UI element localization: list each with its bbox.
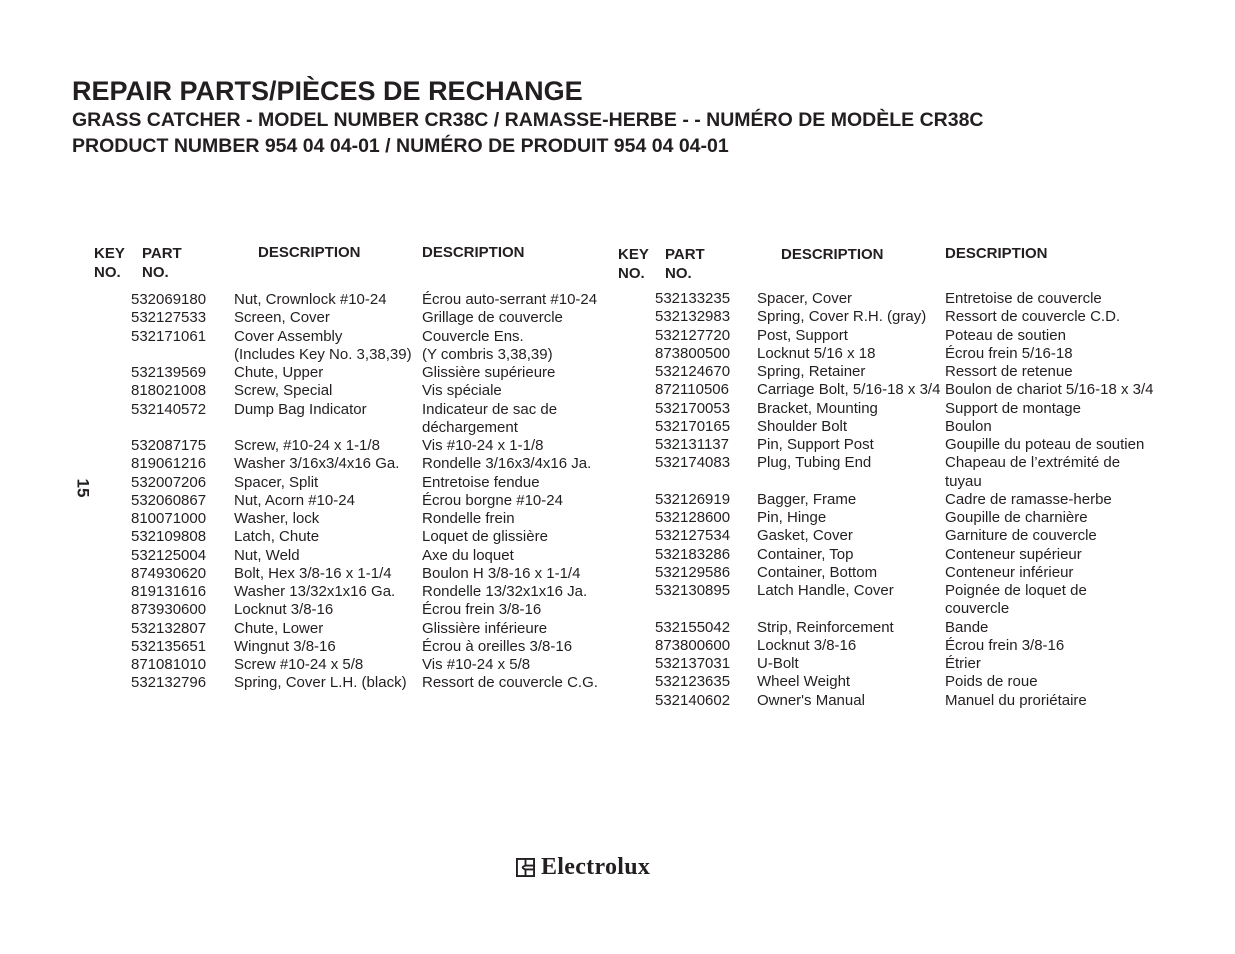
part-number: 873930600 — [131, 601, 207, 619]
description-english: Bolt, Hex 3/8-16 x 1-1/4 — [234, 564, 392, 582]
description-en-header: DESCRIPTION — [258, 244, 361, 261]
part-number: 532127534 — [655, 527, 731, 545]
description-english: Dump Bag Indicator — [234, 400, 367, 418]
part-number: 532126919 — [655, 490, 731, 508]
description-english: Bracket, Mounting — [757, 399, 878, 417]
description-french: Rondelle 13/32x1x16 Ja. — [422, 583, 588, 600]
description-english: Pin, Hinge — [757, 509, 827, 526]
description-french: Vis #10-24 x 5/8 — [422, 656, 531, 673]
description-english: U-Bolt — [757, 655, 799, 672]
part-number: 532183286 — [655, 545, 731, 563]
description-french: Boulon H 3/8-16 x 1-1/4 — [422, 564, 581, 582]
part-number: 532130895 — [655, 582, 731, 599]
description-english: Nut, Weld — [234, 546, 300, 564]
page-title: REPAIR PARTS/PIÈCES DE RECHANGE — [72, 76, 583, 106]
part-number: 532171061 — [131, 327, 207, 345]
description-french: tuyau — [945, 472, 982, 490]
description-french: Conteneur inférieur — [945, 563, 1074, 581]
description-fr-header: DESCRIPTION — [422, 244, 525, 261]
part-number: 532128600 — [655, 509, 731, 526]
description-french: Glissière supérieure — [422, 364, 556, 381]
brand-name: Electrolux — [541, 854, 651, 880]
description-english: Cover Assembly — [234, 327, 343, 345]
description-en-header: DESCRIPTION — [781, 246, 884, 263]
part-number: 810071000 — [131, 510, 207, 527]
part-header-line2: NO. — [665, 265, 692, 282]
description-english: Locknut 3/8-16 — [757, 636, 857, 654]
description-french: Rondelle 3/16x3/4x16 Ja. — [422, 455, 592, 473]
description-english: Plug, Tubing End — [757, 454, 872, 472]
part-number: 532129586 — [655, 563, 731, 581]
part-number: 532007206 — [131, 473, 207, 491]
page-number: 15 — [73, 478, 93, 498]
part-number: 532131137 — [655, 436, 729, 453]
part-number: 532127720 — [655, 326, 731, 344]
description-english: Wheel Weight — [757, 673, 851, 691]
description-french: Ressort de couvercle C.G. — [422, 674, 598, 692]
description-french: Rondelle frein — [422, 510, 515, 527]
description-english: Chute, Upper — [234, 364, 324, 381]
part-number: 532109808 — [131, 528, 207, 546]
key-header-line2: NO. — [94, 264, 121, 281]
part-no-header — [142, 244, 182, 282]
electrolux-logo-icon — [516, 858, 535, 877]
part-number: 532124670 — [655, 363, 731, 380]
description-english: Screen, Cover — [234, 309, 330, 327]
part-header-line1: PART — [142, 245, 182, 262]
description-english: Chute, Lower — [234, 619, 324, 637]
description-english: Pin, Support Post — [757, 436, 874, 453]
part-number: 532069180 — [131, 291, 207, 308]
part-no-header — [665, 245, 705, 283]
key-header-line1: KEY — [618, 246, 649, 263]
description-english: Container, Top — [757, 545, 854, 563]
description-english: Nut, Acorn #10-24 — [234, 491, 355, 509]
description-french: Grillage de couvercle — [422, 309, 563, 327]
description-french: Garniture de couvercle — [945, 527, 1097, 545]
part-number: 532125004 — [131, 546, 207, 564]
description-french: Entretoise de couvercle — [945, 290, 1102, 307]
description-french: Ressort de retenue — [945, 363, 1073, 380]
description-french: Poignée de loquet de — [945, 582, 1087, 599]
description-french: Boulon de chariot 5/16-18 x 3/4 — [945, 381, 1154, 399]
description-french: Vis spéciale — [422, 382, 502, 400]
part-number: 532133235 — [655, 290, 731, 307]
description-french: Support de montage — [945, 399, 1081, 417]
part-number: 532060867 — [131, 491, 207, 509]
part-header-line1: PART — [665, 246, 705, 263]
part-number: 532132807 — [131, 619, 207, 637]
description-french: Vis #10-24 x 1-1/8 — [422, 437, 544, 454]
description-english: Locknut 3/8-16 — [234, 601, 334, 619]
description-french: (Y combris 3,38,39) — [422, 345, 553, 363]
description-english: Locknut 5/16 x 18 — [757, 344, 876, 362]
part-number: 532087175 — [131, 437, 207, 454]
part-number: 532139569 — [131, 364, 207, 381]
description-french: déchargement — [422, 418, 518, 436]
part-number: 532170053 — [655, 399, 731, 417]
description-english: Screw, Special — [234, 382, 333, 400]
part-number: 532155042 — [655, 618, 731, 636]
part-header-line2: NO. — [142, 264, 169, 281]
part-number: 872110506 — [655, 381, 729, 399]
description-french: Poids de roue — [945, 673, 1038, 691]
part-number: 532123635 — [655, 673, 731, 691]
key-header-line2: NO. — [618, 265, 645, 282]
description-english: Spring, Cover L.H. (black) — [234, 674, 407, 692]
part-number: 874930620 — [131, 564, 207, 582]
description-english: Container, Bottom — [757, 563, 878, 581]
description-french: Goupille du poteau de soutien — [945, 436, 1145, 453]
description-english: Owner's Manual — [757, 691, 865, 709]
description-french: Loquet de glissière — [422, 528, 548, 546]
description-english: Strip, Reinforcement — [757, 618, 894, 636]
description-english: Washer 13/32x1x16 Ga. — [234, 583, 396, 600]
description-english: Bagger, Frame — [757, 490, 857, 508]
part-number: 532170165 — [655, 417, 731, 435]
key-no-header — [618, 245, 649, 283]
description-english: Carriage Bolt, 5/16-18 x 3/4 — [757, 381, 941, 399]
description-english: Gasket, Cover — [757, 527, 853, 545]
part-number: 532174083 — [655, 454, 731, 472]
description-french: Écrou à oreilles 3/8-16 — [422, 637, 573, 655]
model-subtitle: GRASS CATCHER - MODEL NUMBER CR38C / RAMASSE-HERBE - - NUMÉRO DE MODÈLE CR38C — [72, 109, 984, 131]
part-number: 532132796 — [131, 674, 207, 692]
description-french: Étrier — [945, 655, 981, 672]
description-french: Cadre de ramasse-herbe — [945, 490, 1112, 508]
description-english: Screw, #10-24 x 1-1/8 — [234, 437, 380, 454]
description-english: Shoulder Bolt — [757, 417, 848, 435]
part-number: 532127533 — [131, 309, 207, 327]
description-english: Wingnut 3/8-16 — [234, 637, 336, 655]
description-english: Washer 3/16x3/4x16 Ga. — [234, 455, 400, 473]
description-french: Poteau de soutien — [945, 326, 1066, 344]
description-english: Washer, lock — [234, 510, 320, 527]
part-number: 873800500 — [655, 344, 731, 362]
description-french: Conteneur supérieur — [945, 545, 1082, 563]
description-french: Écrou auto-serrant #10-24 — [422, 291, 598, 308]
key-header-line1: KEY — [94, 245, 125, 262]
part-number: 532140602 — [655, 691, 731, 709]
description-english: Spacer, Cover — [757, 290, 853, 307]
description-english: (Includes Key No. 3,38,39) — [234, 345, 412, 363]
description-fr-header: DESCRIPTION — [945, 245, 1048, 262]
part-number: 873800600 — [655, 636, 731, 654]
part-number: 819131616 — [131, 583, 207, 600]
description-english: Post, Support — [757, 326, 848, 344]
part-number: 818021008 — [131, 382, 207, 400]
description-french: couvercle — [945, 600, 1010, 618]
description-french: Écrou frein 3/8-16 — [422, 601, 542, 619]
description-english: Spacer, Split — [234, 473, 319, 491]
part-number: 871081010 — [131, 656, 207, 673]
description-english: Latch, Chute — [234, 528, 320, 546]
electrolux-logo — [516, 854, 650, 881]
description-french: Goupille de charnière — [945, 509, 1088, 526]
product-subtitle: PRODUCT NUMBER 954 04 04-01 / NUMÉRO DE PRODUIT 954 04 04-01 — [72, 135, 729, 157]
part-number: 819061216 — [131, 455, 207, 473]
description-english: Latch Handle, Cover — [757, 582, 894, 599]
description-french: Glissière inférieure — [422, 619, 548, 637]
description-french: Entretoise fendue — [422, 473, 540, 491]
part-number: 532140572 — [131, 400, 207, 418]
description-french: Écrou frein 3/8-16 — [945, 636, 1065, 654]
description-french: Ressort de couvercle C.D. — [945, 308, 1121, 326]
description-english: Spring, Retainer — [757, 363, 866, 380]
description-french: Couvercle Ens. — [422, 327, 524, 345]
description-english: Spring, Cover R.H. (gray) — [757, 308, 927, 326]
part-number: 532135651 — [131, 637, 207, 655]
description-french: Indicateur de sac de — [422, 400, 558, 418]
description-french: Axe du loquet — [422, 546, 514, 564]
description-french: Chapeau de l’extrémité de — [945, 454, 1121, 472]
description-french: Manuel du proriétaire — [945, 691, 1087, 709]
description-english: Screw #10-24 x 5/8 — [234, 656, 364, 673]
description-french: Écrou borgne #10-24 — [422, 491, 563, 509]
part-number: 532137031 — [655, 655, 731, 672]
description-french: Boulon — [945, 417, 992, 435]
description-english: Nut, Crownlock #10-24 — [234, 291, 387, 308]
key-no-header — [94, 244, 125, 282]
description-french: Bande — [945, 618, 989, 636]
description-french: Écrou frein 5/16-18 — [945, 344, 1073, 362]
part-number: 532132983 — [655, 308, 731, 326]
